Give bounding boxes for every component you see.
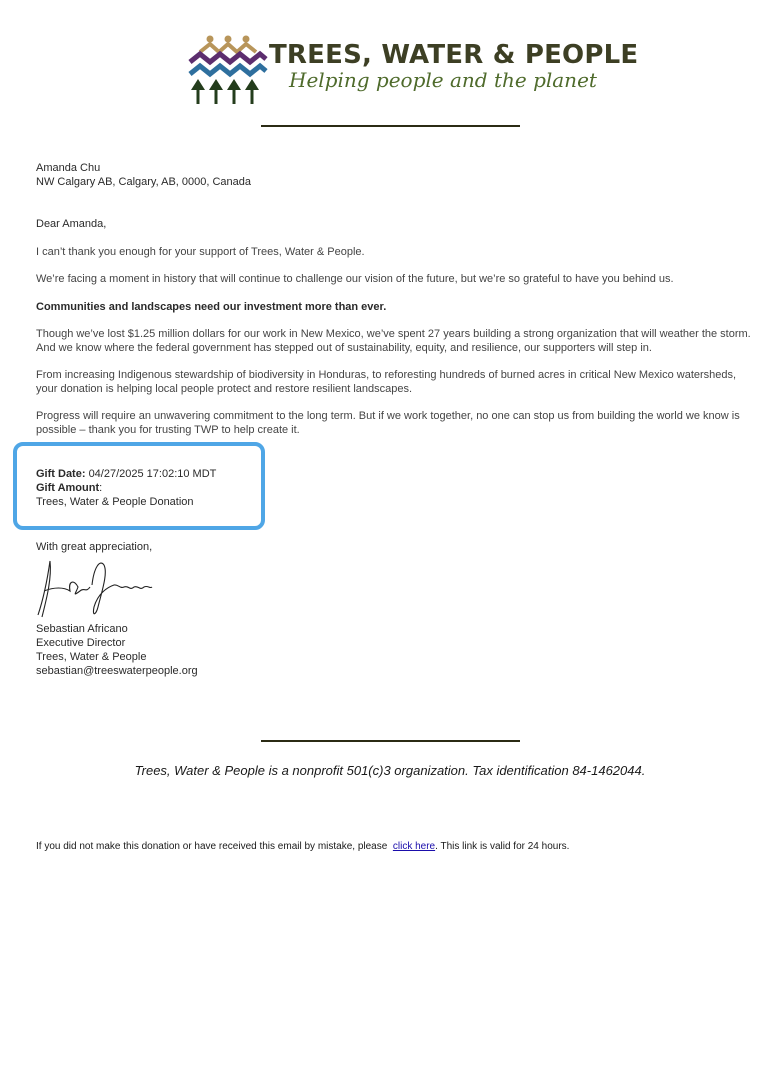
logo-icon: [188, 34, 268, 106]
header-divider: [261, 125, 520, 127]
gift-amount-value: :: [99, 482, 103, 494]
org-name: TREES, WATER & PEOPLE: [269, 40, 639, 70]
gift-amount-label: Gift Amount: [36, 482, 100, 494]
recipient-name: Amanda Chu: [36, 162, 101, 174]
paragraph-thanks: I can’t thank you enough for your support of Trees, Water & People.: [36, 246, 365, 258]
signature-icon: [34, 557, 154, 621]
section-heading: Communities and landscapes need our investment more than ever.: [36, 301, 387, 313]
click-here-link[interactable]: click here: [392, 841, 436, 852]
gift-amount-row: [36, 481, 102, 495]
gift-date-value: 04/27/2025 17:02:10 MDT: [88, 468, 217, 480]
paragraph-moment: We’re facing a moment in history that will continue to challenge our vision of the future, but we’re so grateful to have you behind us.: [36, 273, 674, 285]
gift-date-row: [36, 467, 216, 481]
mistake-notice: [36, 841, 569, 852]
paragraph-honduras: From increasing Indigenous stewardship of biodiversity in Honduras, to reforesting hundreds of burned acres in critical New Mexico watersheds, your donation is helping local people protect and restore resilient landscapes.: [36, 369, 737, 395]
org-tagline: Helping people and the planet: [289, 68, 597, 92]
sign-off: With great appreciation,: [36, 541, 153, 553]
signer-org: Trees, Water & People: [36, 651, 147, 663]
recipient-address: NW Calgary AB, Calgary, AB, 0000, Canada: [36, 176, 252, 188]
gift-fund: Trees, Water & People Donation: [36, 496, 194, 508]
signer-name: Sebastian Africano: [36, 623, 128, 635]
greeting: Dear Amanda,: [36, 218, 107, 230]
footer-divider: [261, 740, 520, 742]
gift-date-label: Gift Date:: [36, 468, 86, 480]
paragraph-new-mexico: Though we’ve lost $1.25 million dollars for our work in New Mexico, we’ve spent 27 years building a strong organization that will weather the storm. And we know where the federal government has stepped out of sustainability, equity, and resilience, our supporters will step in.: [36, 328, 751, 354]
mistake-prefix: If you did not make this donation or have received this email by mistake, please: [36, 841, 388, 852]
paragraph-progress: Progress will require an unwavering commitment to the long term. But if we work together, no one can stop us from building the world we know is possible – thank you for trusting TWP to help create it.: [36, 410, 740, 436]
mistake-suffix: . This link is valid for 24 hours.: [435, 841, 570, 852]
signer-email: sebastian@treeswaterpeople.org: [36, 665, 198, 677]
signer-title: Executive Director: [36, 637, 126, 649]
nonprofit-note: Trees, Water & People is a nonprofit 501(c)3 organization. Tax identification 84-1462044.: [134, 763, 646, 778]
